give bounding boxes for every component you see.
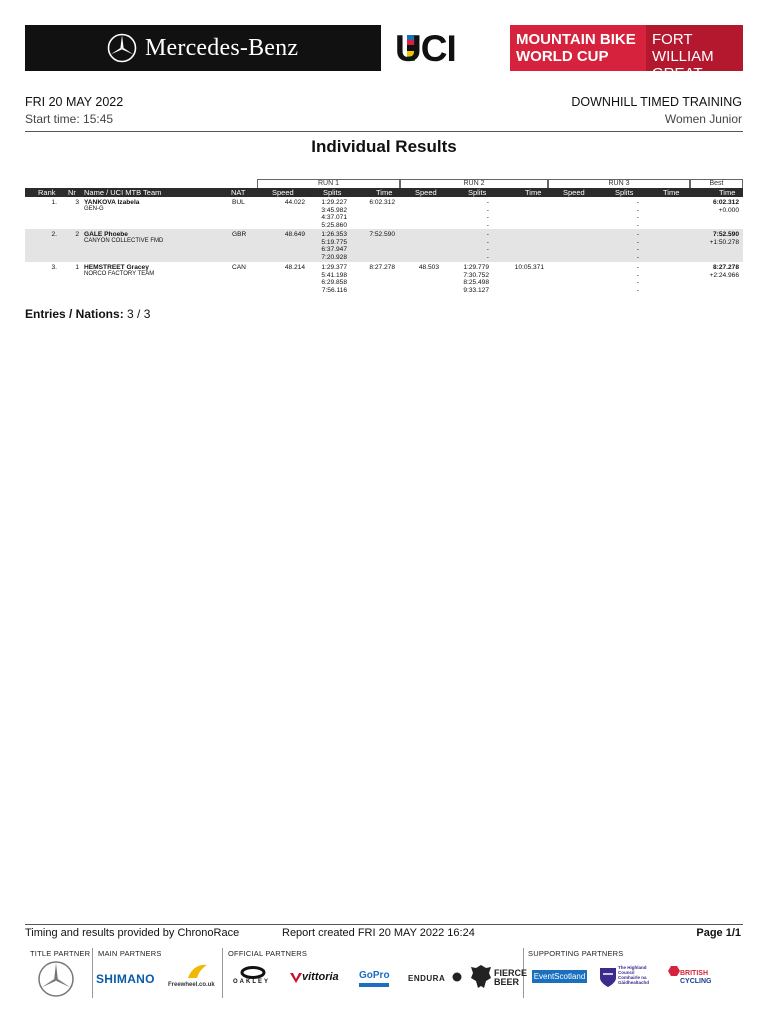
fierce-text: FIERCE xyxy=(494,968,528,978)
oakley-logo: OAKLEY xyxy=(233,979,271,985)
mercedes-logo xyxy=(107,31,298,65)
sponsor-name: Mercedes-Benz xyxy=(145,34,299,61)
split: - xyxy=(486,253,489,261)
team-name: NORCO FACTORY TEAM xyxy=(84,271,155,277)
split: - xyxy=(486,231,489,238)
split: 4:37.071 xyxy=(321,214,347,221)
group-run-2: RUN 2 xyxy=(400,179,548,188)
col-best: Time xyxy=(719,188,736,197)
oakley-ellipse-icon xyxy=(240,966,266,979)
british-cycling-logo xyxy=(680,970,712,985)
time-run-1: 8:27.278 xyxy=(369,264,395,271)
rank: 1. xyxy=(51,199,57,206)
col-splits-1: Splits xyxy=(323,188,342,197)
split: - xyxy=(636,199,639,206)
split: - xyxy=(636,214,639,221)
mercedes-star-icon xyxy=(107,33,137,63)
gap: +1:50.278 xyxy=(709,238,739,246)
split: 5:41.198 xyxy=(321,271,347,279)
nation: CAN xyxy=(232,264,246,271)
col-splits-3: Splits xyxy=(615,188,634,197)
freewheel-wing-icon xyxy=(186,963,208,980)
british-text: BRITISH xyxy=(680,970,708,977)
speed-run-1: 48.214 xyxy=(284,264,305,271)
freewheel-logo: Freewheel.co.uk xyxy=(168,982,215,988)
split: - xyxy=(636,221,639,229)
col-name: Name / UCI MTB Team xyxy=(84,188,162,197)
split: - xyxy=(636,286,639,294)
split: - xyxy=(486,214,489,221)
split: - xyxy=(486,199,489,206)
header-banner xyxy=(25,25,743,99)
col-time-1: Time xyxy=(376,188,393,197)
split: - xyxy=(636,246,639,253)
speed-run-1: 48.649 xyxy=(284,231,305,238)
split: - xyxy=(486,246,489,253)
split: - xyxy=(636,264,639,271)
nation: BUL xyxy=(232,199,245,206)
rank: 2. xyxy=(51,231,57,238)
start-time: Start time: 15:45 xyxy=(25,112,114,126)
best-time: 7:52.590 xyxy=(712,231,739,238)
gap: +0.000 xyxy=(718,206,739,214)
shimano-logo: SHIMANO xyxy=(96,972,155,986)
split: 1:29.377 xyxy=(321,264,347,271)
fierce-beer-lion-icon xyxy=(470,964,492,990)
uci-logo xyxy=(381,25,510,71)
uci-text: UCI xyxy=(395,28,456,69)
partner-divider xyxy=(92,948,93,998)
col-time-2: Time xyxy=(525,188,542,197)
mercedes-star-icon xyxy=(37,960,75,998)
highland-council-logo xyxy=(618,965,649,985)
split: - xyxy=(636,271,639,279)
event-date: FRI 20 MAY 2022 xyxy=(25,95,124,109)
best-time: 8:27.278 xyxy=(712,264,739,271)
group-run-1: RUN 1 xyxy=(257,179,400,188)
split: - xyxy=(636,206,639,214)
time-run-2: 10:05.371 xyxy=(514,264,544,271)
rank: 3. xyxy=(51,264,57,271)
report-created: Report created FRI 20 MAY 2022 16:24 xyxy=(282,927,475,939)
official-partners-label: OFFICIAL PARTNERS xyxy=(228,949,308,958)
col-rank: Rank xyxy=(38,188,56,197)
split: - xyxy=(486,206,489,214)
table-row xyxy=(25,197,743,229)
gopro-bar-icon xyxy=(359,983,389,987)
split: 3:45.982 xyxy=(321,206,347,214)
split: 1:29.779 xyxy=(463,264,489,271)
series-line-2: WORLD CUP xyxy=(516,48,609,65)
endura-circle-icon xyxy=(452,972,462,982)
table-row xyxy=(25,262,743,295)
page-number xyxy=(696,927,741,939)
venue-title xyxy=(646,25,743,99)
col-nat: NAT xyxy=(231,188,246,197)
series-line-1: MOUNTAIN BIKE xyxy=(516,31,636,48)
page-number-text: Page 1/1 xyxy=(696,927,741,939)
beer-text: BEER xyxy=(494,977,520,987)
split: - xyxy=(636,253,639,261)
event-category: Women Junior xyxy=(664,112,742,126)
gopro-logo: GoPro xyxy=(359,970,390,981)
split: - xyxy=(636,231,639,238)
split: 1:29.227 xyxy=(321,199,347,206)
split: 9:33.127 xyxy=(463,286,489,294)
time-run-1: 7:52.590 xyxy=(369,231,395,238)
col-speed-3: Speed xyxy=(563,188,585,197)
header-divider xyxy=(25,131,743,132)
split: 7:56.116 xyxy=(321,286,347,294)
time-run-1: 6:02.312 xyxy=(369,199,395,206)
vittoria-logo: vittoria xyxy=(302,971,339,983)
supporting-partners-label: SUPPORTING PARTNERS xyxy=(528,949,624,958)
rider-name: GALE Phoebe xyxy=(84,231,128,238)
highland-line-2: Council xyxy=(618,970,635,975)
table-row xyxy=(25,229,743,262)
team-name: CANYON COLLECTIVE FMD xyxy=(84,238,164,244)
rider-name: YANKOVA Izabela xyxy=(84,199,140,206)
highland-line-1: The Highland xyxy=(618,965,647,970)
footer-divider xyxy=(25,924,743,925)
highland-council-crest-icon xyxy=(598,966,618,988)
partner-divider xyxy=(222,948,223,998)
highland-line-3: Comhairle na xyxy=(618,975,647,980)
fierce-beer-logo xyxy=(494,969,527,987)
cycling-text: CYCLING xyxy=(680,977,712,985)
team-name: GEN-G xyxy=(84,206,104,212)
bib-number: 3 xyxy=(75,199,79,206)
gap: +2:24.966 xyxy=(709,271,739,279)
bib-number: 1 xyxy=(75,264,79,271)
split: 5:19.775 xyxy=(321,238,347,246)
entries-label: Entries / Nations: xyxy=(25,307,124,321)
eventscotland-logo: EventScotland xyxy=(533,972,586,981)
speed-run-1: 44.022 xyxy=(284,199,305,206)
timing-provider: Timing and results provided by ChronoRace xyxy=(25,927,240,939)
title-partner-label: TITLE PARTNER xyxy=(30,949,91,958)
split: 7:30.752 xyxy=(463,271,489,279)
split: - xyxy=(636,238,639,246)
group-best: Best xyxy=(690,179,743,188)
split: - xyxy=(636,279,639,286)
split: 6:37.947 xyxy=(321,246,347,253)
col-speed-2: Speed xyxy=(415,188,437,197)
highland-line-4: Gàidhealtachd xyxy=(618,980,650,985)
split: - xyxy=(486,221,489,229)
main-partners-label: MAIN PARTNERS xyxy=(98,949,162,958)
results-table xyxy=(25,179,743,295)
col-speed-1: Speed xyxy=(272,188,294,197)
split: 6:29.858 xyxy=(321,279,347,286)
col-splits-2: Splits xyxy=(468,188,487,197)
best-time: 6:02.312 xyxy=(712,199,739,206)
bib-number: 2 xyxy=(75,231,79,238)
vittoria-v-icon xyxy=(290,973,302,983)
british-cycling-hexagon-icon xyxy=(668,966,680,976)
split: - xyxy=(486,238,489,246)
venue-line-2: GREAT BRITAIN xyxy=(652,65,711,99)
venue-line-1: FORT WILLIAM xyxy=(652,31,714,65)
page-title: Individual Results xyxy=(311,137,457,156)
series-title xyxy=(510,25,646,71)
col-nr: Nr xyxy=(68,188,76,197)
nation: GBR xyxy=(232,231,247,238)
event-name: DOWNHILL TIMED TRAINING xyxy=(571,95,742,109)
split: 5:25.860 xyxy=(321,221,347,229)
col-time-3: Time xyxy=(663,188,680,197)
split: 7:20.928 xyxy=(321,253,347,261)
entries-value: 3 / 3 xyxy=(127,307,151,321)
table-column-header xyxy=(25,188,743,197)
split: 8:25.498 xyxy=(463,279,489,286)
endura-logo: ENDURA xyxy=(408,974,446,983)
group-run-3: RUN 3 xyxy=(548,179,690,188)
rider-name: HEMSTREET Gracey xyxy=(84,264,149,271)
table-group-header xyxy=(25,179,743,188)
split: 1:26.353 xyxy=(321,231,347,238)
entries-summary xyxy=(25,307,150,321)
speed-run-2: 48.503 xyxy=(418,264,439,271)
